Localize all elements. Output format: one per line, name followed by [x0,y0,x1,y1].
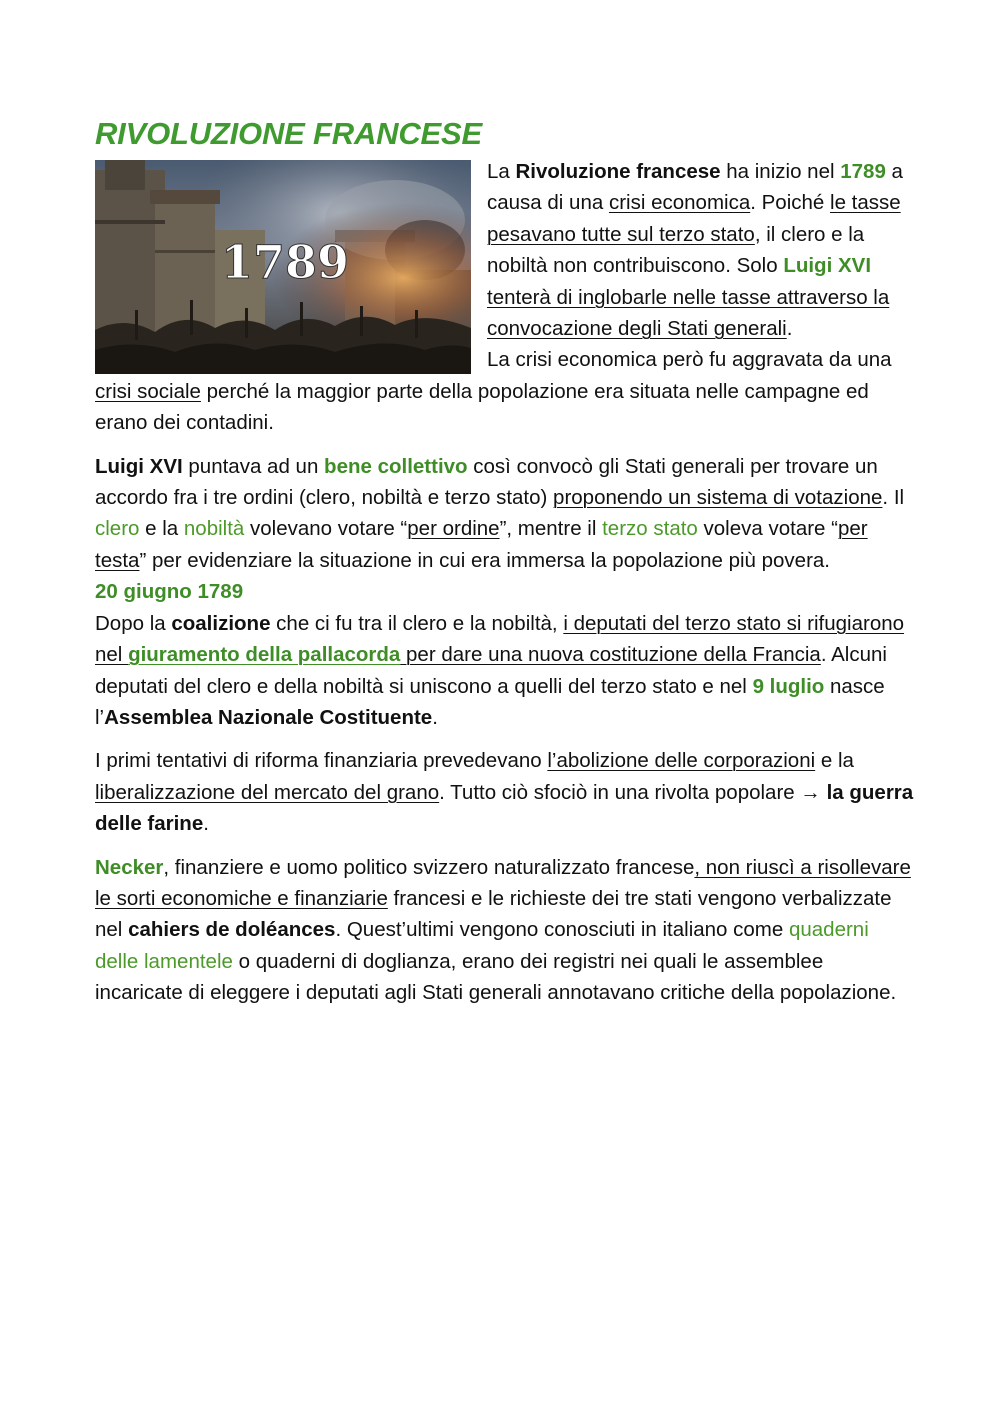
image-year-label: 1789 [221,235,350,289]
page-title: RIVOLUZIONE FRANCESE [95,116,482,151]
riforma-paragraph: I primi tentativi di riforma finanziaria prevedevano l’abolizione delle corporazioni e la liberalizzazione del mercato del grano. Tutto ciò sfociò in una rivolta popolare → la guerra delle farine. [95,749,914,836]
section-heading-date: 20 giugno 1789 [95,580,244,604]
bastille-painting-image [95,160,471,374]
document-body [95,112,915,1009]
necker-paragraph: Necker, finanziere e uomo politico svizzero naturalizzato francese, non riuscì a risollevare le sorti economiche e finanziarie francesi e le richieste dei tre stati vengono verbalizzate nel cahiers de doléances. Quest’ultimi vengono conosciuti in italiano come quaderni delle lamentele o quaderni di doglianza, erano dei registri nei quali le assemblee incaricate di eleggere i deputati agli Stati generali annotavano critiche della popolazione. [95,855,911,1005]
pallacorda-paragraph: Dopo la coalizione che ci fu tra il clero e la nobiltà, i deputati del terzo stato si rifugiarono nel giuramento della pallacorda per dare una nuova costituzione della Francia. Alcuni deputati del clero e della nobiltà si uniscono a quelli del terzo stato e nel 9 luglio nasce l’Assemblea Nazionale Costituente. [95,611,905,729]
arrow-icon: → [800,780,821,804]
intro-paragraph: La Rivoluzione francese ha inizio nel 1789 a causa di una crisi economica. Poiché le tasse pesavano tutte sul terzo stato, il clero e la nobiltà non contribuiscono. Solo Luigi XVI tenterà di inglobarle nelle tasse attraverso la convocazione degli Stati generali. La crisi economica però fu aggravata da una crisi sociale perché la maggior parte della popolazione era situata nelle campagne ed erano dei contadini. [95,160,903,435]
luigi-paragraph: Luigi XVI puntava ad un bene collettivo così convocò gli Stati generali per trovare un accordo fra i tre ordini (clero, nobiltà e terzo stato) proponendo un sistema di votazione. Il clero e la nobiltà volevano votare “per ordine”, mentre il terzo stato voleva votare “per testa” per evidenziare la situazione in cui era immersa la popolazione più povera. [95,454,905,572]
